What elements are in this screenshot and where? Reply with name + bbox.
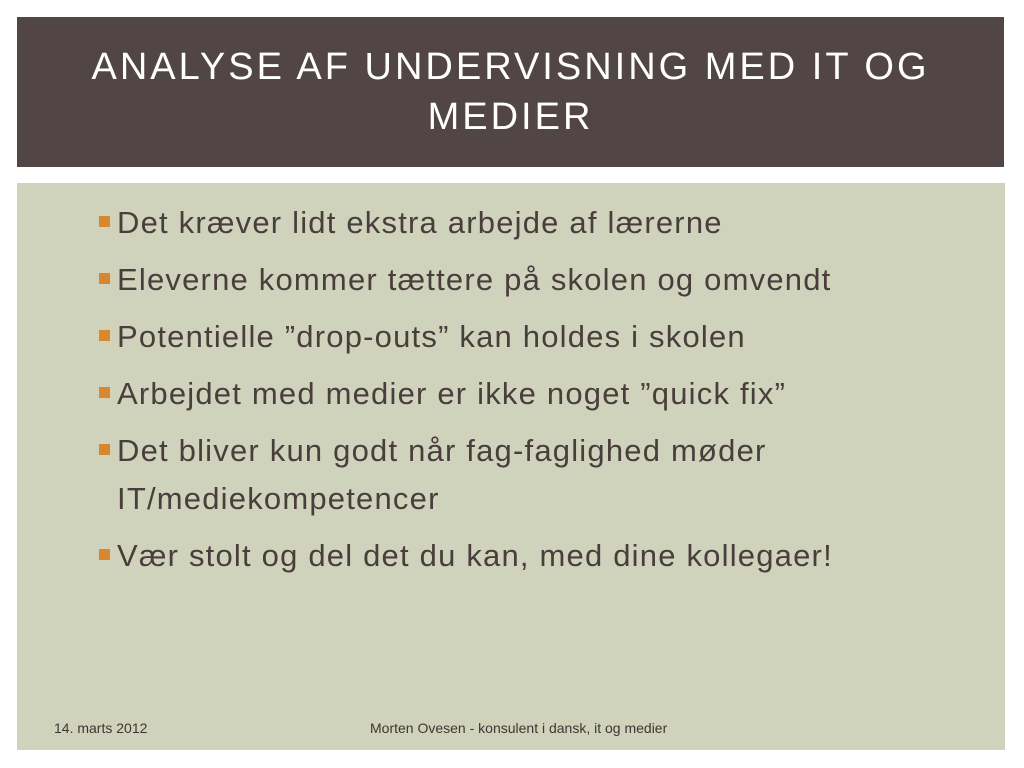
square-bullet-icon <box>99 216 110 227</box>
square-bullet-icon <box>99 273 110 284</box>
bullet-item <box>97 313 972 361</box>
content-area <box>17 183 1005 750</box>
bullet-text: Det bliver kun godt når fag-faglighed møder IT/mediekompetencer <box>117 433 767 516</box>
footer-author: Morten Ovesen - konsulent i dansk, it og medier <box>370 720 668 736</box>
bullet-list <box>97 199 972 589</box>
bullet-text: Eleverne kommer tættere på skolen og omvendt <box>117 262 832 297</box>
square-bullet-icon <box>99 387 110 398</box>
bullet-item <box>97 427 972 523</box>
bullet-item <box>97 199 972 247</box>
square-bullet-icon <box>99 549 110 560</box>
title-bar <box>17 17 1004 167</box>
bullet-text: Vær stolt og del det du kan, med dine kollegaer! <box>117 538 833 573</box>
footer-date: 14. marts 2012 <box>54 720 148 736</box>
bullet-item <box>97 370 972 418</box>
square-bullet-icon <box>99 444 110 455</box>
square-bullet-icon <box>99 330 110 341</box>
bullet-item <box>97 256 972 304</box>
bullet-text: Potentielle ”drop-outs” kan holdes i skolen <box>117 319 746 354</box>
slide-title: ANALYSE AF UNDERVISNING MED IT OG MEDIER <box>91 46 930 138</box>
bullet-text: Arbejdet med medier er ikke noget ”quick fix” <box>117 376 787 411</box>
bullet-text: Det kræver lidt ekstra arbejde af lærerne <box>117 205 723 240</box>
bullet-item <box>97 532 972 580</box>
